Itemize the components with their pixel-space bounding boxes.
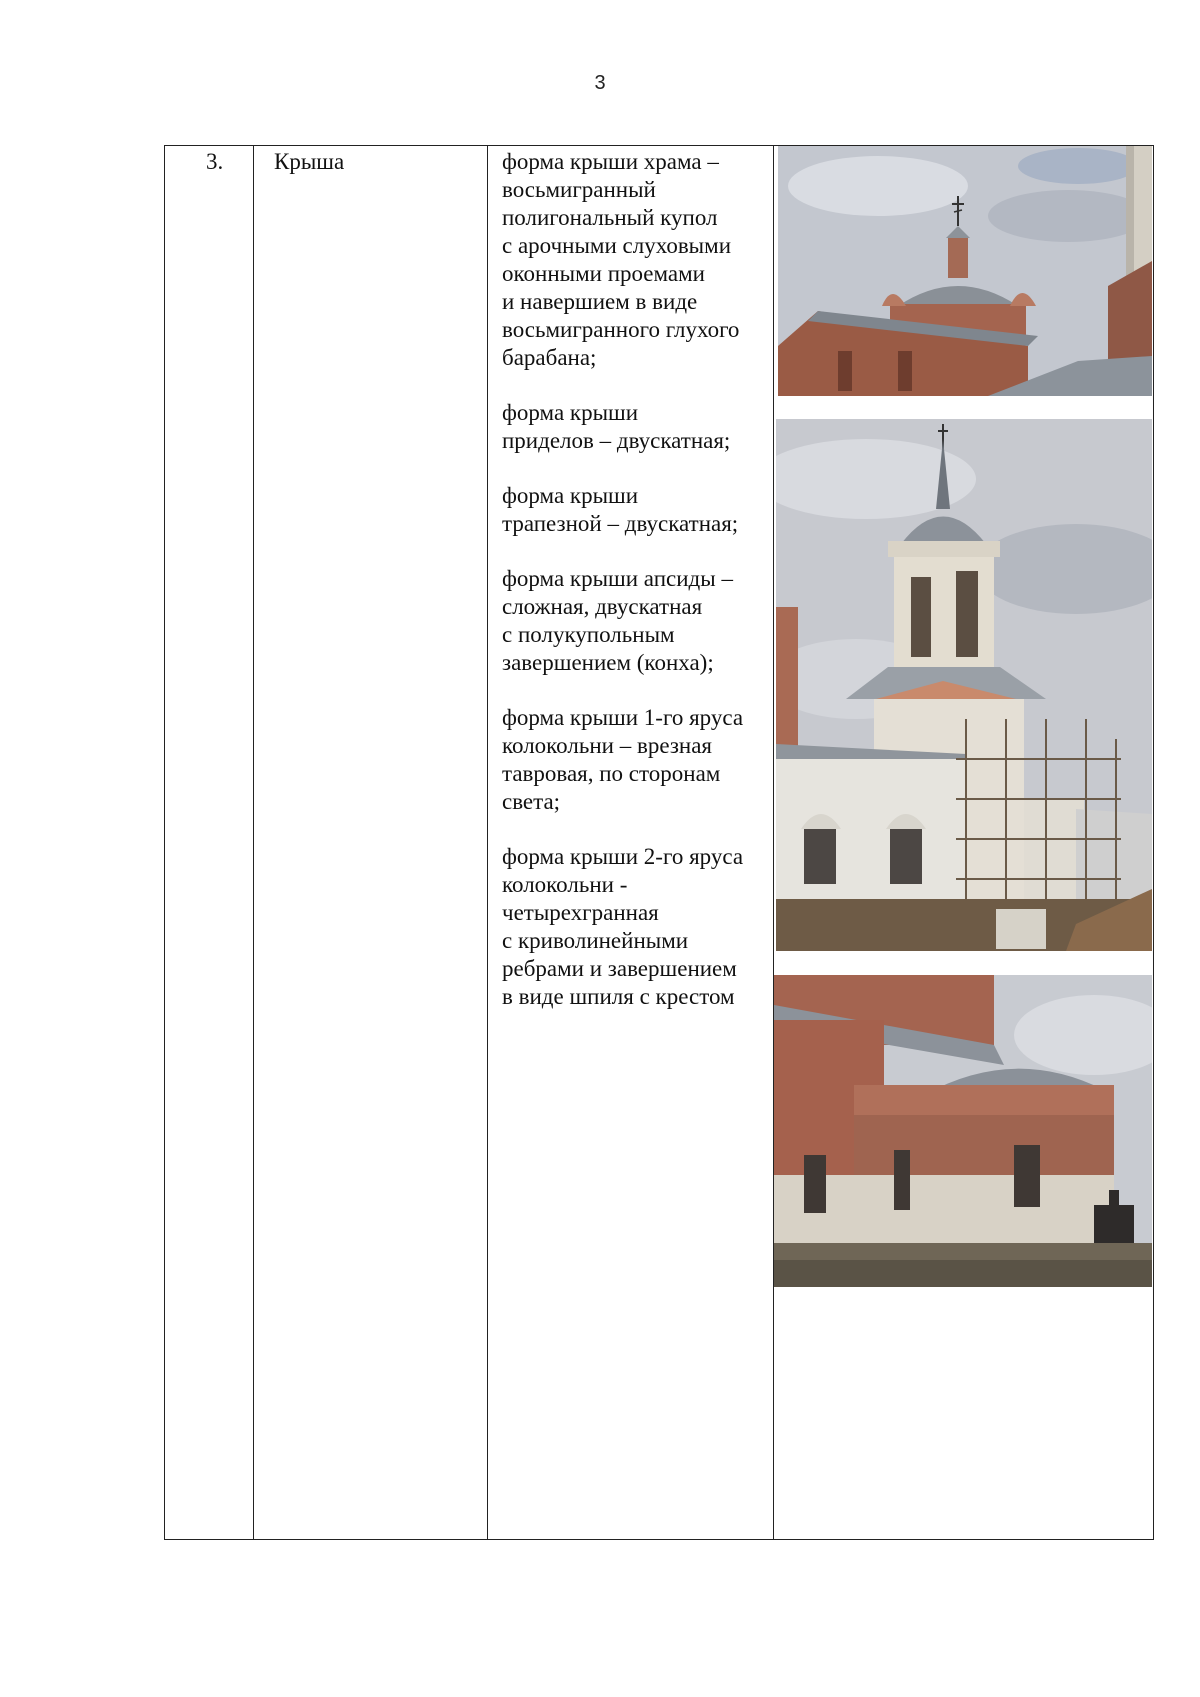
description-text xyxy=(488,146,773,1011)
roof-belfry-tier1-paragraph: форма крыши 1-го яруса колокольни – врезная тавровая, по сторонам света; xyxy=(502,705,744,814)
photos-cell xyxy=(774,146,1154,1540)
roof-refectory-paragraph: форма крыши трапезной – двускатная; xyxy=(502,483,739,536)
description-cell xyxy=(488,146,774,1540)
description-table xyxy=(164,145,1154,1540)
roof-church-paragraph: форма крыши храма – восьмигранный полигональный купол с арочными слуховыми оконными проемами и навершием в виде восьмигранного глухого барабана; xyxy=(502,149,740,370)
roof-belfry-tier2-paragraph: форма крыши 2-го яруса колокольни - четырехгранная с криволинейными ребрами и завершением в виде шпиля с крестом xyxy=(502,844,744,1009)
apse-photo xyxy=(774,975,1152,1287)
page-number: 3 xyxy=(594,72,606,94)
roof-apse-paragraph: форма крыши апсиды – сложная, двускатная с полукупольным завершением (конха); xyxy=(502,566,733,675)
roof-side-chapels-paragraph: форма крыши приделов – двускатная; xyxy=(502,400,731,453)
row-number: 3. xyxy=(206,149,224,174)
row-number-cell xyxy=(165,146,254,1540)
element-cell xyxy=(254,146,488,1540)
table-row xyxy=(165,146,1154,1540)
element-name: Крыша xyxy=(274,149,345,174)
belltower-photo xyxy=(776,419,1152,951)
dome-photo xyxy=(778,146,1152,396)
